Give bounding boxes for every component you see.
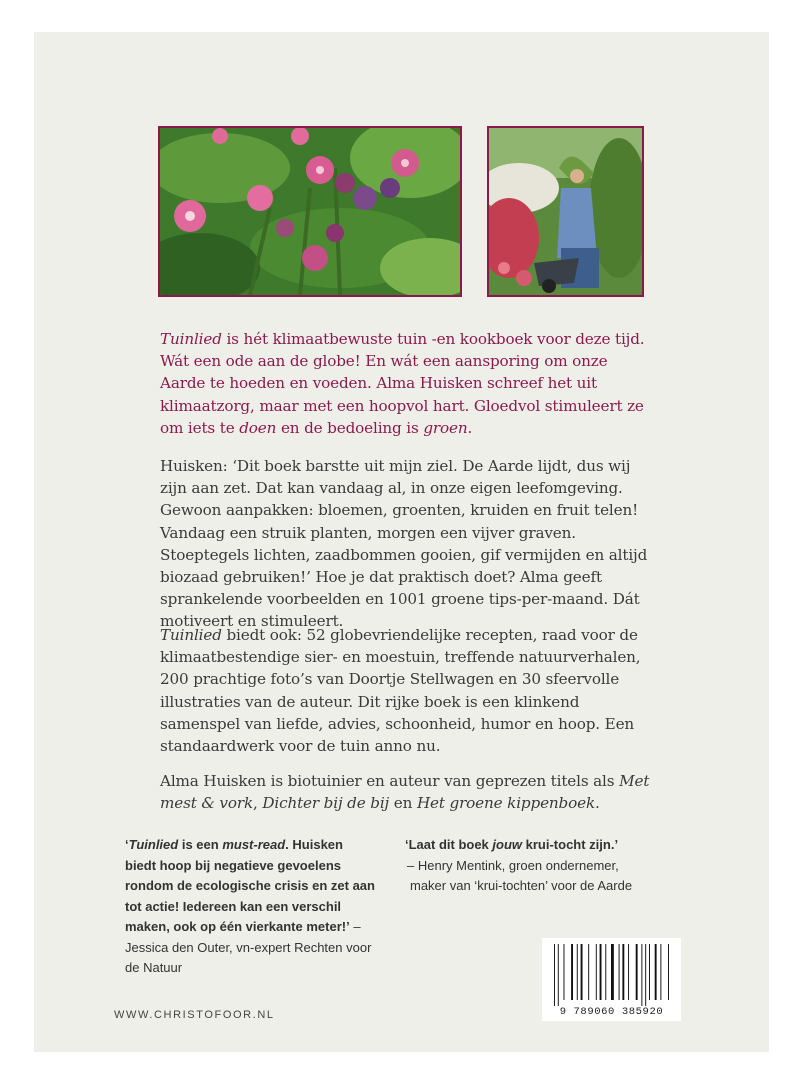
barcode-bar: [571, 944, 573, 1000]
contents-paragraph: [160, 624, 656, 757]
barcode-bar: [554, 944, 555, 1006]
author-and: en: [389, 794, 417, 813]
quote1-t2: . Huisken biedt hoop bij negatieve gevoelens rondom de ecologische crisis en zet aan tot actie! Iedereen kan een verschil maken, ook op één vierkante meter!’: [125, 837, 375, 934]
barcode-bar: [588, 944, 589, 1000]
quote2-attribution-2: maker van ‘krui-tochten’ voor de Aarde: [410, 878, 633, 893]
quote1-attribution: – Jessica den Outer, vn-expert Rechten voor de Natuur: [125, 919, 372, 975]
barcode-bar: [628, 944, 629, 1000]
quote2-t2: krui-tocht zijn.’: [522, 837, 619, 852]
contents-text: biedt ook: 52 globevriendelijke recepten, raad voor de klimaatbestendige sier- en moestuin, treffende natuurverhalen, 200 prachtige foto’s van Doortje Stellwagen en 30 sfeervolle illustraties van de auteur. Dit rijke boek is een klinkend samenspel van liefde, advies, schoonheid, humor en hoop. Een standaardwerk voor de tuin anno nu.: [160, 626, 641, 756]
intro-text-2: en de bedoeling is: [276, 418, 424, 437]
author-paragraph: [160, 770, 656, 814]
barcode-bar: [645, 944, 646, 1006]
quote2-t1: ‘Laat dit boek: [405, 837, 493, 852]
barcode-bar: [649, 944, 650, 1000]
author-end: .: [595, 794, 600, 813]
huisken-paragraph: Huisken: ‘Dit boek barstte uit mijn ziel. De Aarde lijdt, dus wij zijn aan zet. Dat kan vandaag al, in onze eigen leefomgeving. Gewoon aanpakken: bloemen, groenten, kruiden en fruit telen! Vandaag een struik planten, morgen een vijver graven. Stoeptegels lichten, zaadbommen gooien, gif vermijden en altijd biozaad gebruiken!’ Hoe je dat praktisch doet? Alma geeft sprankelende voorbeelden en 1001 groene tips-per-maand. Dát motiveert en stimuleert.: [160, 457, 648, 631]
barcode-bar: [600, 944, 602, 1000]
intro-book-title: Tuinlied: [160, 330, 222, 348]
author-text: Alma Huisken is biotuinier en auteur van geprezen titels als: [160, 772, 620, 790]
author-sep: ,: [253, 794, 263, 813]
barcode-bar: [619, 944, 620, 1000]
quote-den-outer: [125, 835, 375, 979]
contents-book-title: Tuinlied: [160, 626, 222, 644]
intro-groen: groen: [423, 418, 468, 437]
barcode-bar: [668, 944, 669, 1000]
quote1-title: Tuinlied: [128, 837, 179, 852]
quote1-open: ‘: [125, 837, 129, 852]
barcode-bar: [558, 944, 559, 1006]
isbn-barcode: [542, 938, 681, 1021]
flowers-photo: [158, 126, 462, 297]
barcode-bar: [660, 944, 661, 1000]
barcode-bar: [605, 944, 606, 1000]
quote2-attribution-1: – Henry Mentink, groen ondernemer,: [407, 857, 619, 873]
barcode-bar: [641, 944, 642, 1006]
intro-text-3: .: [467, 418, 473, 437]
intro-text-1: is hét klimaatbewuste tuin -en kookboek voor deze tijd. Wát een ode aan de globe! En wát een aansporing om onze Aarde te hoeden en voeden. Alma Huisken schreef het uit klimaatzorg, maar met een hoopvol hart. Gloedvol stimuleert ze om iets te: [160, 330, 645, 437]
barcode-bar: [622, 944, 624, 1000]
book-title-3: Het groene kippenboek: [416, 794, 595, 813]
book-title-2: Dichter bij de bij: [262, 794, 390, 813]
quote1-body: [125, 837, 375, 934]
isbn-number: 9 789060 385920: [559, 1006, 664, 1018]
intro-paragraph: [160, 328, 656, 439]
barcode-bar: [655, 944, 657, 1000]
quote2-jouw: jouw: [492, 837, 523, 852]
garden-photo: [487, 126, 644, 297]
barcode-bars: [554, 944, 669, 1006]
quote2-body: [405, 837, 618, 852]
barcode-bar: [611, 944, 614, 1000]
barcode-bar: [581, 944, 583, 1000]
website-url: WWW.CHRISTOFOOR.NL: [114, 1009, 275, 1021]
barcode-bar: [596, 944, 597, 1000]
book-title-1: Met mest & vork: [160, 772, 650, 813]
barcode-bar: [636, 944, 638, 1000]
quote-mentink: [405, 835, 665, 897]
barcode-bar: [577, 944, 578, 1000]
quote1-t1: is een: [178, 837, 223, 852]
quote1-mustread: must-read: [222, 837, 286, 852]
intro-doen: doen: [239, 418, 277, 437]
barcode-bar: [564, 944, 565, 1000]
